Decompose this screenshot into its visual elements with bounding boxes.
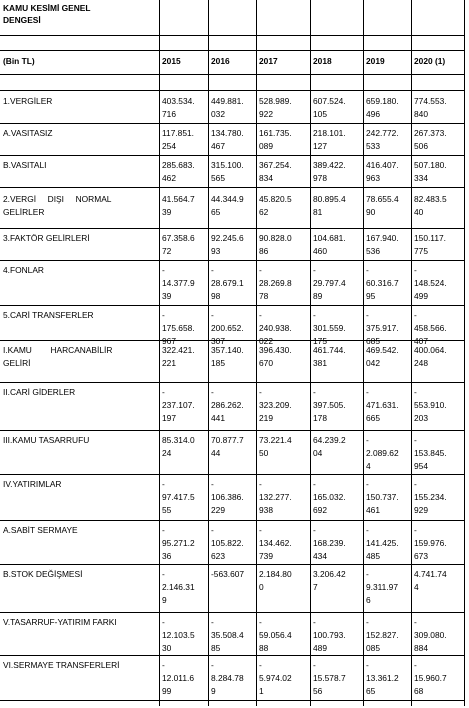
title-line-2: DENGESİ [3,15,41,25]
row-divider [0,35,465,36]
row-divider [0,123,465,124]
row-label: V.TASARRUF-YATIRIM FARKI [3,617,117,627]
row-label: 3.FAKTÖR GELİRLERİ [3,233,90,243]
row-label: VI.SERMAYE TRANSFERLERİ [3,660,120,670]
table-cell: - 148.524. 499 [414,265,447,301]
table-cell: - 155.234. 929 [414,479,447,515]
table-cell: - 134.462. 739 [259,525,292,561]
table-right-border [464,0,465,706]
table-cell: 45.820.5 62 [259,194,292,217]
table-cell: - 286.262. 441 [211,387,244,423]
table-cell: - 5.974.02 1 [259,660,292,696]
table-cell: 416.407. 963 [366,160,399,183]
table-cell: 403.534. 716 [162,96,195,119]
table-cell: 41.564.7 39 [162,194,195,217]
row-divider [0,700,465,701]
table-cell: - 553.910. 203 [414,387,447,423]
column-divider [256,0,257,706]
table-cell: 2.184.80 0 [259,569,292,592]
table-cell: 92.245.6 93 [211,233,244,256]
table-cell: 85.314.0 24 [162,435,195,458]
column-divider [411,0,412,706]
table-cell: 167.940. 536 [366,233,399,256]
table-cell: - 168.239. 434 [313,525,346,561]
table-cell: - 323.209. 219 [259,387,292,423]
row-label: I.KAMU HARCANABİLİR GELİRİ [3,345,113,368]
table-cell: 285.683. 462 [162,160,195,183]
row-label: III.KAMU TASARRUFU [3,435,90,445]
table-cell: 82.483.5 40 [414,194,447,217]
table-cell: - 175.658. 967 [162,310,195,346]
row-divider [0,305,465,306]
row-divider [0,382,465,383]
row-label: 5.CARİ TRANSFERLER [3,310,94,320]
column-divider [310,0,311,706]
table-cell: 242.772. 533 [366,128,399,151]
row-divider [0,430,465,431]
table-cell: 73.221.4 50 [259,435,292,458]
table-cell: - 458.566. 407 [414,310,447,346]
table-cell: - 60.316.7 95 [366,265,399,301]
table-cell: - 59.056.4 88 [259,617,292,653]
row-label: A.SABİT SERMAYE [3,525,78,535]
table-cell: - 165.032. 692 [313,479,346,515]
row-divider [0,260,465,261]
year-header: 2017 [259,56,278,66]
table-cell: 367.254. 834 [259,160,292,183]
table-title [3,2,143,26]
table-cell: 607.524. 105 [313,96,346,119]
table-cell: - 105.822. 623 [211,525,244,561]
table-cell: - 200.652. 307 [211,310,244,346]
table-cell: - 28.679.1 98 [211,265,244,301]
table-cell: 449.881. 032 [211,96,244,119]
table-cell: - 14.377.9 39 [162,265,195,301]
row-label: II.CARİ GİDERLER [3,387,76,397]
table-cell: 659.180. 496 [366,96,399,119]
table-cell: 389.422. 978 [313,160,346,183]
table-cell: 461.744. 381 [313,345,346,368]
table-cell: - 471.631. 665 [366,387,399,423]
table-cell: 528.989. 922 [259,96,292,119]
table-cell: - 8.284.78 9 [211,660,244,696]
table-cell: - 35.508.4 85 [211,617,244,653]
row-divider [0,50,465,51]
row-label: B.VASITALI [3,160,47,170]
table-cell: - 152.827. 085 [366,617,399,653]
row-divider [0,228,465,229]
table-cell: 44.344.9 65 [211,194,244,217]
table-cell: - 15.960.7 68 [414,660,447,696]
row-divider [0,74,465,75]
table-cell: 507.180. 334 [414,160,447,183]
column-divider [159,0,160,706]
table-cell: - 150.737. 461 [366,479,399,515]
table-cell: 322.421. 221 [162,345,195,368]
table-cell: 134.780. 467 [211,128,244,151]
table-cell: 104.681. 460 [313,233,346,256]
table-cell: - 240.938. 022 [259,310,292,346]
row-divider [0,155,465,156]
table-cell: 3.206.42 7 [313,569,346,592]
row-divider [0,612,465,613]
table-cell: 218.101. 127 [313,128,346,151]
row-label: B.STOK DEĞİŞMESİ [3,569,83,579]
table-cell: 357.140. 185 [211,345,244,368]
row-label: IV.YATIRIMLAR [3,479,62,489]
table-cell: - 301.559. 175 [313,310,346,346]
table-cell: - 375.917. 685 [366,310,399,346]
table-cell: - 106.386. 229 [211,479,244,515]
row-label: 1.VERGİLER [3,96,53,106]
table-cell: - 2.089.62 4 [366,435,399,471]
row-divider [0,520,465,521]
table-cell: - 141.425. 485 [366,525,399,561]
row-divider [0,187,465,188]
table-cell: - 95.271.2 36 [162,525,195,561]
table-cell: - 397.505. 178 [313,387,346,423]
table-cell: - 12.011.6 99 [162,660,194,696]
table-cell: 396.430. 670 [259,345,292,368]
table-cell: - 100.793. 489 [313,617,346,653]
table-cell: - 28.269.8 78 [259,265,292,301]
column-divider [363,0,364,706]
table-cell: 774.553. 840 [414,96,447,119]
row-divider [0,564,465,565]
table-cell: 70.877.7 44 [211,435,244,458]
table-cell: - 159.976. 673 [414,525,447,561]
table-cell: - 13.361.2 65 [366,660,399,696]
table-cell: - 132.277. 938 [259,479,292,515]
table-cell: 117.851. 254 [162,128,194,151]
table-cell: 150.117. 775 [414,233,446,256]
table-cell: 67.358.6 72 [162,233,195,256]
table-cell: - 237.107. 197 [162,387,195,423]
year-header: 2018 [313,56,332,66]
table-cell: 161.735. 089 [259,128,292,151]
row-divider [0,474,465,475]
table-cell: 315.100. 565 [211,160,244,183]
row-label: 2.VERGİ DIŞI NORMAL GELİRLER [3,194,112,217]
table-cell: 267.373. 506 [414,128,447,151]
year-header: 2019 [366,56,385,66]
table-cell: - 97.417.5 55 [162,479,195,515]
table-cell: - 15.578.7 56 [313,660,346,696]
table-cell: 400.064. 248 [414,345,447,368]
table-cell: 64.239.2 04 [313,435,346,458]
year-header: 2015 [162,56,181,66]
year-header: 2016 [211,56,230,66]
table-cell: 4.741.74 4 [414,569,447,592]
row-divider [0,90,465,91]
row-label: A.VASITASIZ [3,128,53,138]
title-line-1: KAMU KESİMİ GENEL [3,3,91,13]
table-cell: 469.542. 042 [366,345,399,368]
row-divider [0,655,465,656]
table-cell: 80.895.4 81 [313,194,346,217]
unit-label: (Bin TL) [3,56,35,66]
table-cell: 78.655.4 90 [366,194,399,217]
table-cell: - 12.103.5 30 [162,617,195,653]
table-cell: - 29.797.4 89 [313,265,346,301]
column-divider [208,0,209,706]
table-cell: - 2.146.31 9 [162,569,195,605]
year-header: 2020 (1) [414,56,446,66]
table-cell: -563.607 [211,569,245,579]
table-cell: 90.828.0 86 [259,233,292,256]
row-label: 4.FONLAR [3,265,44,275]
table-cell: - 309.080. 884 [414,617,447,653]
table-cell: - 9.311.97 6 [366,569,398,605]
table-cell: - 153.845. 954 [414,435,447,471]
